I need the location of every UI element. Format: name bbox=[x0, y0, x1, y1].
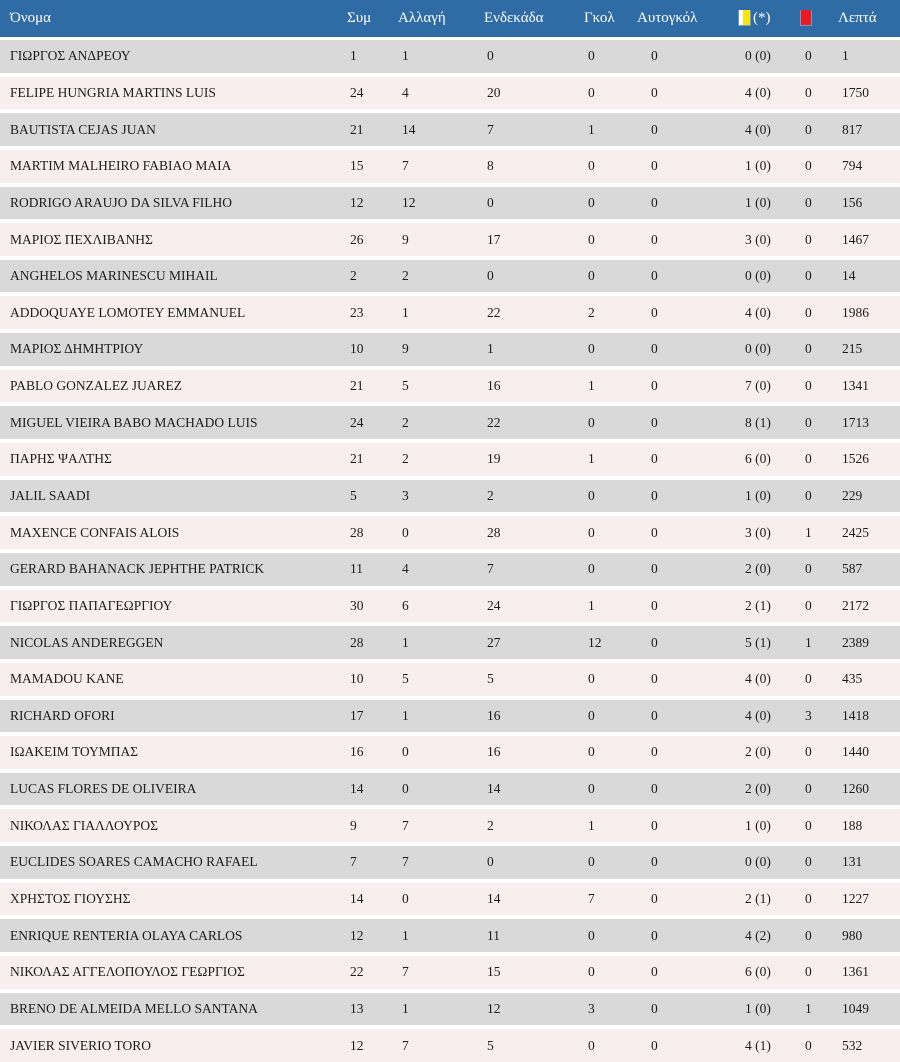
cell-sym: 10 bbox=[350, 341, 364, 357]
cell-endekada: 0 bbox=[487, 48, 494, 64]
cell-allagi: 0 bbox=[402, 744, 409, 760]
cell-gkol: 0 bbox=[588, 84, 595, 100]
header-name: Όνομα bbox=[10, 10, 52, 26]
cell-endekada: 5 bbox=[487, 671, 494, 687]
cell-aftogkol: 0 bbox=[651, 194, 658, 210]
cell-yellow: 0 (0) bbox=[745, 854, 771, 870]
table-row[interactable] bbox=[0, 516, 900, 553]
cell-allagi: 7 bbox=[402, 964, 409, 980]
cell-red: 0 bbox=[805, 817, 812, 833]
cell-gkol: 7 bbox=[588, 891, 595, 907]
cell-sym: 2 bbox=[350, 268, 357, 284]
cell-endekada: 2 bbox=[487, 817, 494, 833]
cell-red: 0 bbox=[805, 891, 812, 907]
cell-gkol: 1 bbox=[588, 817, 595, 833]
cell-yellow: 0 (0) bbox=[745, 48, 771, 64]
cell-red: 0 bbox=[805, 964, 812, 980]
cell-allagi: 5 bbox=[402, 671, 409, 687]
cell-sym: 24 bbox=[350, 414, 364, 430]
cell-red: 0 bbox=[805, 597, 812, 613]
cell-sym: 12 bbox=[350, 1037, 364, 1053]
cell-name: MIGUEL VIEIRA BABO MACHADO LUIS bbox=[10, 414, 258, 430]
cell-red: 1 bbox=[805, 1000, 812, 1016]
cell-gkol: 0 bbox=[588, 341, 595, 357]
cell-yellow: 4 (1) bbox=[745, 1037, 771, 1053]
cell-endekada: 22 bbox=[487, 304, 501, 320]
cell-endekada: 7 bbox=[487, 121, 494, 137]
table-row[interactable] bbox=[0, 809, 900, 846]
cell-allagi: 1 bbox=[402, 707, 409, 723]
cell-red: 0 bbox=[805, 378, 812, 394]
cell-yellow: 1 (0) bbox=[745, 158, 771, 174]
cell-endekada: 0 bbox=[487, 194, 494, 210]
cell-aftogkol: 0 bbox=[651, 1037, 658, 1053]
cell-lepta: 1049 bbox=[842, 1000, 869, 1016]
cell-gkol: 0 bbox=[588, 854, 595, 870]
cell-endekada: 27 bbox=[487, 634, 501, 650]
cell-gkol: 0 bbox=[588, 927, 595, 943]
cell-gkol: 12 bbox=[588, 634, 602, 650]
cell-red: 0 bbox=[805, 231, 812, 247]
cell-lepta: 229 bbox=[842, 488, 863, 503]
cell-allagi: 7 bbox=[402, 817, 409, 833]
cell-red: 0 bbox=[805, 341, 812, 357]
red-card-icon bbox=[800, 10, 812, 26]
cell-name: BAUTISTA CEJAS JUAN bbox=[10, 121, 156, 137]
cell-gkol: 0 bbox=[588, 488, 595, 503]
cell-allagi: 1 bbox=[402, 48, 409, 64]
cell-sym: 30 bbox=[350, 597, 364, 613]
cell-lepta: 1 bbox=[842, 48, 849, 64]
table-row[interactable] bbox=[0, 223, 900, 260]
cell-allagi: 1 bbox=[402, 304, 409, 320]
cell-lepta: 1713 bbox=[842, 414, 869, 430]
cell-sym: 21 bbox=[350, 121, 364, 137]
cell-lepta: 1526 bbox=[842, 451, 869, 467]
cell-endekada: 2 bbox=[487, 488, 494, 503]
cell-aftogkol: 0 bbox=[651, 268, 658, 284]
cell-name: NICOLAS ANDEREGGEN bbox=[10, 634, 164, 650]
table-row[interactable] bbox=[0, 370, 900, 407]
cell-name: MAMADOU KANE bbox=[10, 671, 124, 687]
cell-yellow: 4 (0) bbox=[745, 671, 771, 687]
cell-aftogkol: 0 bbox=[651, 488, 658, 503]
table-row[interactable] bbox=[0, 480, 900, 517]
cell-red: 0 bbox=[805, 48, 812, 64]
cell-name: RICHARD OFORI bbox=[10, 707, 115, 723]
cell-sym: 21 bbox=[350, 451, 364, 467]
cell-sym: 26 bbox=[350, 231, 364, 247]
table-row[interactable] bbox=[0, 846, 900, 883]
cell-allagi: 1 bbox=[402, 927, 409, 943]
cell-allagi: 7 bbox=[402, 158, 409, 174]
table-row[interactable] bbox=[0, 333, 900, 370]
table-row[interactable] bbox=[0, 626, 900, 663]
header-appearances: Συμ bbox=[347, 10, 372, 26]
cell-yellow: 2 (0) bbox=[745, 744, 771, 760]
cell-aftogkol: 0 bbox=[651, 524, 658, 540]
cell-yellow: 8 (1) bbox=[745, 414, 771, 430]
cell-lepta: 435 bbox=[842, 671, 863, 687]
cell-allagi: 4 bbox=[402, 84, 409, 100]
cell-yellow: 1 (0) bbox=[745, 194, 771, 210]
cell-red: 1 bbox=[805, 634, 812, 650]
cell-lepta: 1986 bbox=[842, 304, 869, 320]
cell-allagi: 9 bbox=[402, 341, 409, 357]
table-row[interactable] bbox=[0, 993, 900, 1030]
cell-yellow: 2 (1) bbox=[745, 891, 771, 907]
cell-aftogkol: 0 bbox=[651, 964, 658, 980]
cell-yellow: 7 (0) bbox=[745, 378, 771, 394]
cell-lepta: 1750 bbox=[842, 84, 869, 100]
cell-lepta: 794 bbox=[842, 158, 863, 174]
cell-name: EUCLIDES SOARES CAMACHO RAFAEL bbox=[10, 854, 258, 870]
cell-yellow: 3 (0) bbox=[745, 231, 771, 247]
cell-gkol: 0 bbox=[588, 194, 595, 210]
cell-endekada: 0 bbox=[487, 854, 494, 870]
table-row[interactable] bbox=[0, 1029, 900, 1062]
cell-lepta: 14 bbox=[842, 268, 856, 284]
cell-aftogkol: 0 bbox=[651, 781, 658, 797]
cell-endekada: 24 bbox=[487, 597, 501, 613]
table-row[interactable] bbox=[0, 883, 900, 920]
cell-lepta: 532 bbox=[842, 1037, 863, 1053]
cell-yellow: 6 (0) bbox=[745, 964, 771, 980]
table-row[interactable] bbox=[0, 590, 900, 627]
cell-sym: 5 bbox=[350, 488, 357, 503]
cell-aftogkol: 0 bbox=[651, 378, 658, 394]
cell-sym: 7 bbox=[350, 854, 357, 870]
cell-name: ΓΙΩΡΓΟΣ ΑΝΔΡΕΟΥ bbox=[10, 48, 131, 64]
cell-endekada: 8 bbox=[487, 158, 494, 174]
cell-name: GERARD BAHANACK JEPHTHE PATRICK bbox=[10, 561, 265, 577]
header-yellow-cards bbox=[738, 10, 800, 27]
cell-red: 0 bbox=[805, 781, 812, 797]
table-body bbox=[0, 40, 900, 1062]
cell-red: 0 bbox=[805, 121, 812, 137]
cell-endekada: 16 bbox=[487, 744, 501, 760]
cell-sym: 14 bbox=[350, 781, 364, 797]
header-substitutions: Αλλαγή bbox=[398, 10, 446, 26]
cell-gkol: 1 bbox=[588, 378, 595, 394]
cell-yellow: 2 (0) bbox=[745, 561, 771, 577]
cell-name: ΧΡΗΣΤΟΣ ΓΙΟΥΣΗΣ bbox=[10, 891, 131, 907]
cell-name: MAXENCE CONFAIS ALOIS bbox=[10, 524, 180, 540]
cell-red: 0 bbox=[805, 84, 812, 100]
cell-lepta: 1440 bbox=[842, 744, 869, 760]
cell-lepta: 2425 bbox=[842, 524, 869, 540]
cell-gkol: 0 bbox=[588, 524, 595, 540]
cell-lepta: 1227 bbox=[842, 891, 869, 907]
table-row[interactable] bbox=[0, 919, 900, 956]
cell-sym: 21 bbox=[350, 378, 364, 394]
cell-yellow: 4 (2) bbox=[745, 927, 771, 943]
cell-sym: 9 bbox=[350, 817, 357, 833]
cell-allagi: 2 bbox=[402, 268, 409, 284]
cell-endekada: 16 bbox=[487, 378, 501, 394]
cell-sym: 22 bbox=[350, 964, 364, 980]
header-minutes: Λεπτά bbox=[838, 10, 877, 26]
header-starting-eleven: Ενδεκάδα bbox=[484, 10, 544, 26]
cell-red: 0 bbox=[805, 451, 812, 467]
cell-red: 0 bbox=[805, 671, 812, 687]
cell-aftogkol: 0 bbox=[651, 231, 658, 247]
cell-lepta: 587 bbox=[842, 561, 863, 577]
cell-sym: 17 bbox=[350, 707, 364, 723]
cell-gkol: 0 bbox=[588, 1037, 595, 1053]
cell-endekada: 11 bbox=[487, 927, 500, 943]
cell-name: ΙΩΑΚΕΙΜ ΤΟΥΜΠΑΣ bbox=[10, 744, 139, 760]
cell-endekada: 20 bbox=[487, 84, 501, 100]
cell-red: 0 bbox=[805, 744, 812, 760]
yellow-card-icon bbox=[738, 10, 751, 26]
cell-yellow: 1 (0) bbox=[745, 817, 771, 833]
cell-name: BRENO DE ALMEIDA MELLO SANTANA bbox=[10, 1000, 258, 1016]
cell-endekada: 5 bbox=[487, 1037, 494, 1053]
table-row[interactable] bbox=[0, 77, 900, 114]
cell-sym: 10 bbox=[350, 671, 364, 687]
cell-allagi: 0 bbox=[402, 524, 409, 540]
cell-endekada: 1 bbox=[487, 341, 494, 357]
cell-allagi: 2 bbox=[402, 451, 409, 467]
cell-name: ΓΙΩΡΓΟΣ ΠΑΠΑΓΕΩΡΓΙΟΥ bbox=[10, 597, 173, 613]
cell-red: 0 bbox=[805, 194, 812, 210]
cell-red: 3 bbox=[805, 707, 812, 723]
cell-aftogkol: 0 bbox=[651, 121, 658, 137]
table-row[interactable] bbox=[0, 260, 900, 297]
cell-allagi: 0 bbox=[402, 781, 409, 797]
cell-sym: 12 bbox=[350, 927, 364, 943]
cell-yellow: 1 (0) bbox=[745, 488, 771, 503]
header-goals: Γκολ bbox=[584, 10, 615, 26]
cell-red: 0 bbox=[805, 927, 812, 943]
cell-aftogkol: 0 bbox=[651, 414, 658, 430]
second-yellow-note: (*) bbox=[753, 10, 771, 26]
cell-sym: 12 bbox=[350, 194, 364, 210]
cell-yellow: 6 (0) bbox=[745, 451, 771, 467]
table-row[interactable] bbox=[0, 406, 900, 443]
cell-sym: 14 bbox=[350, 891, 364, 907]
cell-gkol: 0 bbox=[588, 744, 595, 760]
table-row[interactable] bbox=[0, 40, 900, 77]
cell-endekada: 12 bbox=[487, 1000, 501, 1016]
cell-allagi: 2 bbox=[402, 414, 409, 430]
table-row[interactable] bbox=[0, 150, 900, 187]
cell-aftogkol: 0 bbox=[651, 634, 658, 650]
table-row[interactable] bbox=[0, 553, 900, 590]
cell-allagi: 0 bbox=[402, 891, 409, 907]
cell-lepta: 2389 bbox=[842, 634, 869, 650]
cell-red: 0 bbox=[805, 561, 812, 577]
cell-yellow: 0 (0) bbox=[745, 268, 771, 284]
cell-lepta: 2172 bbox=[842, 597, 869, 613]
cell-gkol: 0 bbox=[588, 707, 595, 723]
cell-sym: 11 bbox=[350, 561, 363, 577]
cell-endekada: 0 bbox=[487, 268, 494, 284]
cell-allagi: 6 bbox=[402, 597, 409, 613]
cell-endekada: 17 bbox=[487, 231, 501, 247]
cell-endekada: 19 bbox=[487, 451, 501, 467]
cell-name: JALIL SAADI bbox=[10, 488, 91, 503]
cell-aftogkol: 0 bbox=[651, 84, 658, 100]
table-row[interactable] bbox=[0, 443, 900, 480]
cell-gkol: 1 bbox=[588, 451, 595, 467]
cell-name: ENRIQUE RENTERIA OLAYA CARLOS bbox=[10, 927, 243, 943]
cell-name: JAVIER SIVERIO TORO bbox=[10, 1037, 152, 1053]
cell-name: FELIPE HUNGRIA MARTINS LUIS bbox=[10, 84, 216, 100]
cell-lepta: 1260 bbox=[842, 781, 869, 797]
cell-allagi: 4 bbox=[402, 561, 409, 577]
cell-aftogkol: 0 bbox=[651, 48, 658, 64]
cell-lepta: 215 bbox=[842, 341, 863, 357]
cell-yellow: 2 (0) bbox=[745, 781, 771, 797]
cell-red: 0 bbox=[805, 1037, 812, 1053]
cell-endekada: 15 bbox=[487, 964, 501, 980]
cell-aftogkol: 0 bbox=[651, 1000, 658, 1016]
header-red-cards bbox=[800, 10, 838, 27]
cell-sym: 23 bbox=[350, 304, 364, 320]
cell-allagi: 14 bbox=[402, 121, 416, 137]
cell-red: 1 bbox=[805, 524, 812, 540]
cell-name: LUCAS FLORES DE OLIVEIRA bbox=[10, 781, 197, 797]
cell-gkol: 1 bbox=[588, 597, 595, 613]
cell-sym: 28 bbox=[350, 524, 364, 540]
cell-red: 0 bbox=[805, 854, 812, 870]
cell-gkol: 0 bbox=[588, 158, 595, 174]
cell-aftogkol: 0 bbox=[651, 451, 658, 467]
cell-endekada: 14 bbox=[487, 781, 501, 797]
table-row[interactable] bbox=[0, 187, 900, 224]
cell-aftogkol: 0 bbox=[651, 927, 658, 943]
cell-yellow: 3 (0) bbox=[745, 524, 771, 540]
cell-aftogkol: 0 bbox=[651, 304, 658, 320]
cell-lepta: 1418 bbox=[842, 707, 869, 723]
cell-yellow: 2 (1) bbox=[745, 597, 771, 613]
cell-name: ΠΑΡΗΣ ΨΑΛΤΗΣ bbox=[10, 451, 112, 467]
table-header bbox=[0, 0, 900, 40]
cell-yellow: 4 (0) bbox=[745, 304, 771, 320]
cell-allagi: 3 bbox=[402, 488, 409, 503]
cell-aftogkol: 0 bbox=[651, 891, 658, 907]
cell-gkol: 2 bbox=[588, 304, 595, 320]
cell-aftogkol: 0 bbox=[651, 744, 658, 760]
cell-gkol: 0 bbox=[588, 781, 595, 797]
cell-aftogkol: 0 bbox=[651, 158, 658, 174]
cell-red: 0 bbox=[805, 268, 812, 284]
cell-aftogkol: 0 bbox=[651, 854, 658, 870]
cell-lepta: 156 bbox=[842, 194, 863, 210]
cell-gkol: 0 bbox=[588, 268, 595, 284]
cell-yellow: 4 (0) bbox=[745, 84, 771, 100]
cell-endekada: 22 bbox=[487, 414, 501, 430]
cell-allagi: 5 bbox=[402, 378, 409, 394]
cell-name: MARTIM MALHEIRO FABIAO MAIA bbox=[10, 158, 232, 174]
cell-gkol: 0 bbox=[588, 671, 595, 687]
cell-yellow: 1 (0) bbox=[745, 1000, 771, 1016]
cell-yellow: 4 (0) bbox=[745, 707, 771, 723]
cell-lepta: 980 bbox=[842, 927, 863, 943]
cell-name: ΜΑΡΙΟΣ ΠΕΧΛΙΒΑΝΗΣ bbox=[10, 231, 153, 247]
cell-yellow: 0 (0) bbox=[745, 341, 771, 357]
cell-lepta: 1361 bbox=[842, 964, 869, 980]
cell-yellow: 4 (0) bbox=[745, 121, 771, 137]
cell-name: PABLO GONZALEZ JUAREZ bbox=[10, 378, 182, 394]
cell-aftogkol: 0 bbox=[651, 561, 658, 577]
cell-aftogkol: 0 bbox=[651, 817, 658, 833]
cell-name: ANGHELOS MARINESCU MIHAIL bbox=[10, 268, 218, 284]
cell-gkol: 0 bbox=[588, 561, 595, 577]
cell-sym: 16 bbox=[350, 744, 364, 760]
cell-lepta: 1467 bbox=[842, 231, 869, 247]
cell-lepta: 1341 bbox=[842, 378, 869, 394]
table-row[interactable] bbox=[0, 700, 900, 737]
cell-allagi: 1 bbox=[402, 1000, 409, 1016]
cell-aftogkol: 0 bbox=[651, 671, 658, 687]
cell-gkol: 0 bbox=[588, 48, 595, 64]
cell-gkol: 0 bbox=[588, 414, 595, 430]
cell-name: ΜΑΡΙΟΣ ΔΗΜΗΤΡΙΟΥ bbox=[10, 341, 144, 357]
cell-gkol: 1 bbox=[588, 121, 595, 137]
cell-sym: 15 bbox=[350, 158, 364, 174]
cell-lepta: 817 bbox=[842, 121, 863, 137]
cell-red: 0 bbox=[805, 158, 812, 174]
cell-red: 0 bbox=[805, 488, 812, 503]
cell-yellow: 5 (1) bbox=[745, 634, 771, 650]
cell-lepta: 188 bbox=[842, 817, 863, 833]
cell-aftogkol: 0 bbox=[651, 707, 658, 723]
cell-name: RODRIGO ARAUJO DA SILVA FILHO bbox=[10, 194, 233, 210]
cell-allagi: 7 bbox=[402, 1037, 409, 1053]
cell-allagi: 9 bbox=[402, 231, 409, 247]
cell-allagi: 1 bbox=[402, 634, 409, 650]
cell-aftogkol: 0 bbox=[651, 341, 658, 357]
cell-sym: 24 bbox=[350, 84, 364, 100]
table-row[interactable] bbox=[0, 736, 900, 773]
cell-gkol: 0 bbox=[588, 231, 595, 247]
cell-red: 0 bbox=[805, 414, 812, 430]
cell-allagi: 12 bbox=[402, 194, 416, 210]
table-row[interactable] bbox=[0, 296, 900, 333]
cell-red: 0 bbox=[805, 304, 812, 320]
table-row[interactable] bbox=[0, 773, 900, 810]
cell-name: ΝΙΚΟΛΑΣ ΑΓΓΕΛΟΠΟΥΛΟΣ ΓΕΩΡΓΙΟΣ bbox=[10, 964, 245, 980]
cell-sym: 1 bbox=[350, 48, 357, 64]
cell-lepta: 131 bbox=[842, 854, 863, 870]
cell-endekada: 16 bbox=[487, 707, 501, 723]
cell-name: ΝΙΚΟΛΑΣ ΓΙΑΛΛΟΥΡΟΣ bbox=[10, 817, 158, 833]
cell-sym: 13 bbox=[350, 1000, 364, 1016]
cell-endekada: 14 bbox=[487, 891, 501, 907]
cell-allagi: 7 bbox=[402, 854, 409, 870]
cell-gkol: 3 bbox=[588, 1000, 595, 1016]
header-own-goals: Αυτογκόλ bbox=[637, 10, 698, 26]
cell-sym: 28 bbox=[350, 634, 364, 650]
cell-gkol: 0 bbox=[588, 964, 595, 980]
cell-endekada: 7 bbox=[487, 561, 494, 577]
table-row[interactable] bbox=[0, 663, 900, 700]
cell-endekada: 28 bbox=[487, 524, 501, 540]
cell-name: ADDOQUAYE LOMOTEY EMMANUEL bbox=[10, 304, 246, 320]
cell-aftogkol: 0 bbox=[651, 597, 658, 613]
table-row[interactable] bbox=[0, 956, 900, 993]
table-row[interactable] bbox=[0, 113, 900, 150]
